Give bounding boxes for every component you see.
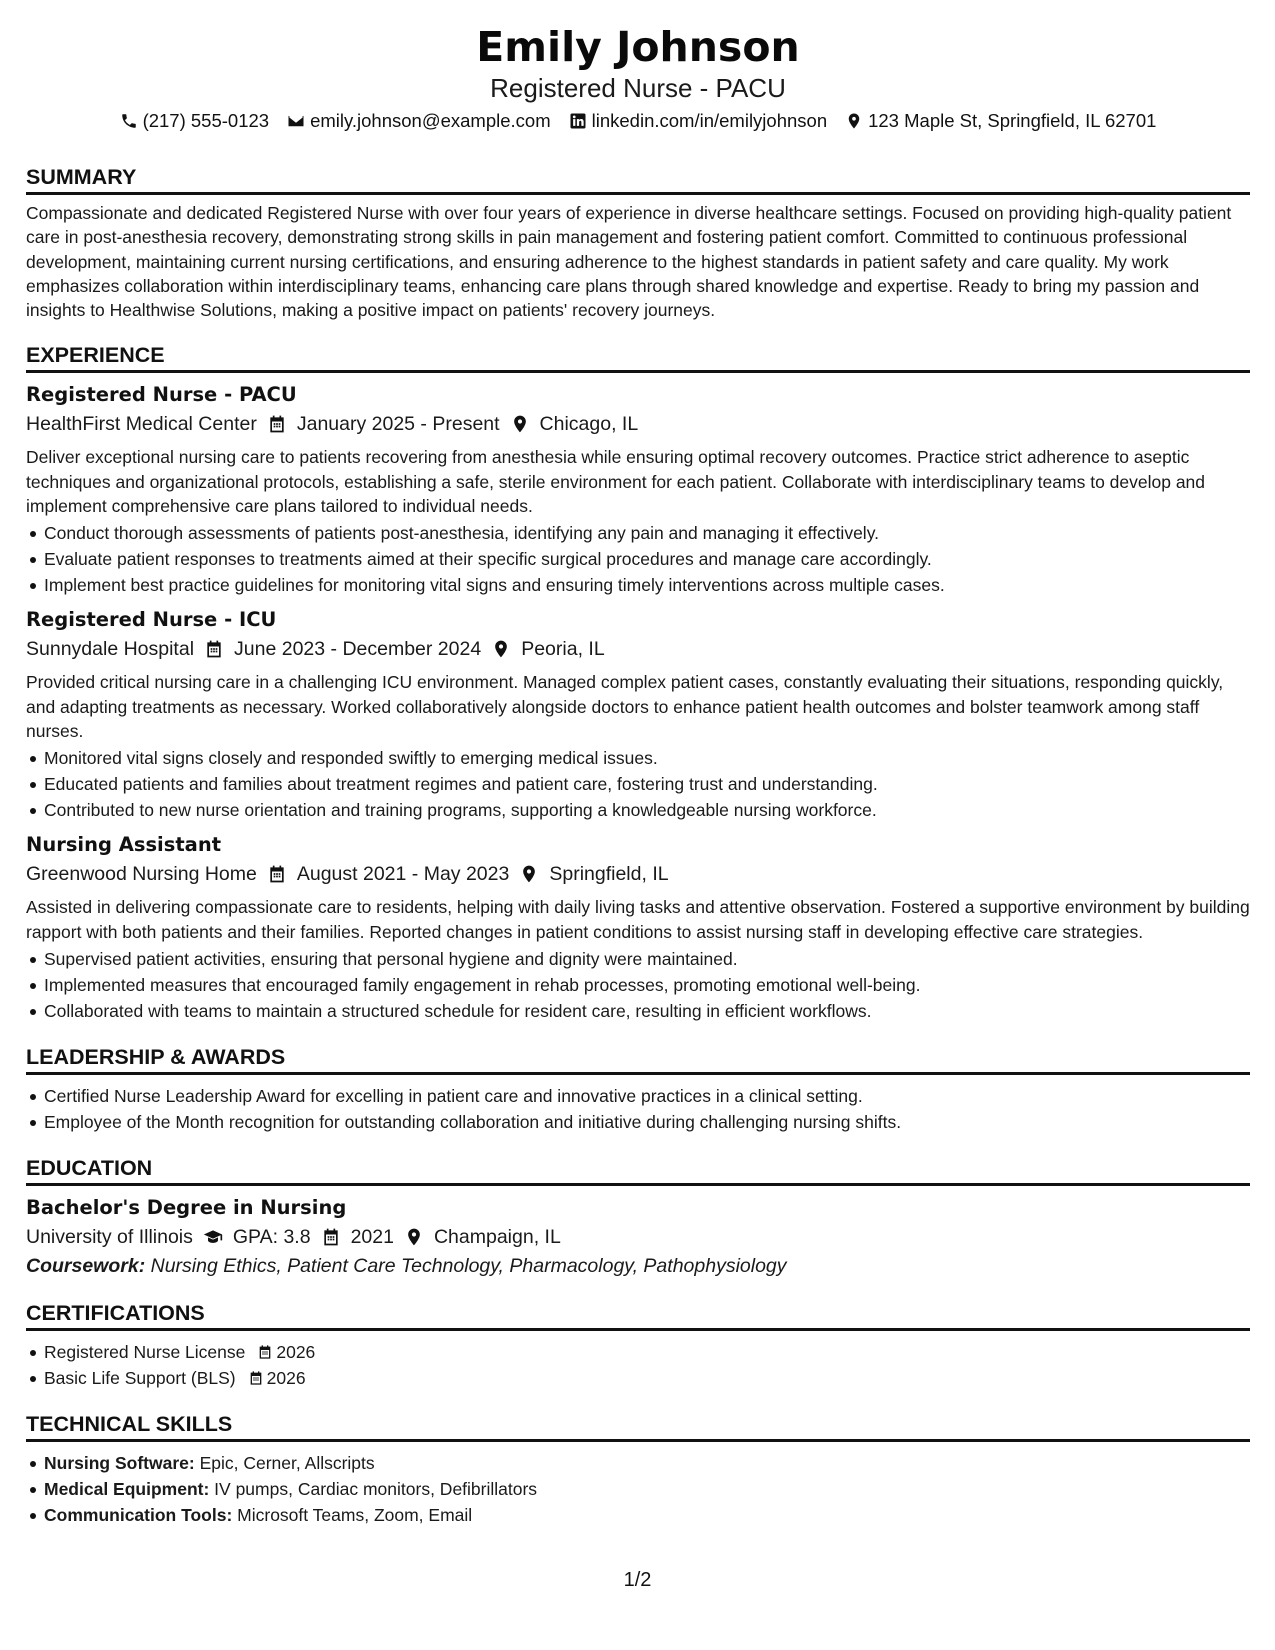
contact-linkedin[interactable] bbox=[569, 108, 827, 134]
skills-section bbox=[26, 1411, 1250, 1528]
skill-label: Communication Tools: bbox=[44, 1504, 233, 1525]
summary-section bbox=[26, 164, 1250, 322]
certification-entry bbox=[44, 1339, 1250, 1365]
dates-text: January 2025 - Present bbox=[296, 413, 500, 436]
job-meta bbox=[26, 634, 1250, 664]
calendar-icon bbox=[267, 414, 287, 434]
linkedin-icon bbox=[569, 112, 587, 130]
section-heading: TECHNICAL SKILLS bbox=[26, 1411, 1250, 1442]
job-bullets bbox=[26, 946, 1250, 1024]
job-dates bbox=[267, 409, 500, 439]
address-text: 123 Maple St, Springfield, IL 62701 bbox=[868, 110, 1157, 131]
job-location bbox=[491, 634, 604, 664]
certifications-list bbox=[26, 1339, 1250, 1391]
job-bullets bbox=[26, 520, 1250, 598]
experience-section bbox=[26, 342, 1250, 1023]
job-description: Deliver exceptional nursing care to patients recovering from anesthesia while ensuring optimal recovery outcomes. Practice strict adherence to aseptic techniques and organizational protocols, establishing a safe, sterile environment for each patient. Collaborate with interdisciplinary teams to develop and implement comprehensive care plans tailored to individual needs. bbox=[26, 447, 1206, 517]
skill-value: IV pumps, Cardiac monitors, Defibrillators bbox=[214, 1478, 538, 1499]
list-item bbox=[26, 1502, 1250, 1528]
location-text: Peoria, IL bbox=[521, 638, 605, 661]
job-dates bbox=[204, 634, 481, 664]
employer: Sunnydale Hospital bbox=[26, 638, 195, 661]
map-pin-icon bbox=[845, 112, 863, 130]
job-title: Nursing Assistant bbox=[26, 833, 222, 857]
contact-email[interactable] bbox=[287, 108, 551, 134]
job-meta bbox=[26, 409, 1250, 439]
job-title: Registered Nurse - ICU bbox=[26, 608, 277, 632]
location-text: Champaign, IL bbox=[433, 1225, 561, 1248]
contact-address bbox=[845, 108, 1156, 134]
dates-text: August 2021 - May 2023 bbox=[296, 863, 510, 886]
job-entry bbox=[26, 831, 1250, 1024]
section-heading: CERTIFICATIONS bbox=[26, 1300, 1250, 1331]
list-item bbox=[26, 1339, 1250, 1365]
employer: Greenwood Nursing Home bbox=[26, 863, 257, 886]
candidate-title: Registered Nurse - PACU bbox=[490, 73, 786, 103]
calendar-icon bbox=[257, 1344, 273, 1360]
graduation-cap-icon bbox=[203, 1227, 223, 1247]
section-heading: EDUCATION bbox=[26, 1155, 1250, 1186]
year-text: 2021 bbox=[350, 1225, 394, 1248]
certification-date bbox=[248, 1365, 306, 1391]
skill-label: Medical Equipment: bbox=[44, 1478, 210, 1499]
certification-name: Basic Life Support (BLS) bbox=[44, 1367, 236, 1388]
job-location bbox=[510, 409, 639, 439]
phone-text: (217) 555-0123 bbox=[142, 110, 270, 131]
awards-list bbox=[26, 1083, 1250, 1135]
certification-year: 2026 bbox=[276, 1341, 316, 1362]
degree-title: Bachelor's Degree in Nursing bbox=[26, 1195, 347, 1219]
section-heading: LEADERSHIP & AWARDS bbox=[26, 1044, 1250, 1075]
skills-list bbox=[26, 1450, 1250, 1528]
job-location bbox=[519, 859, 668, 889]
location-text: Springfield, IL bbox=[549, 863, 669, 886]
list-item bbox=[26, 1450, 1250, 1476]
list-item: Employee of the Month recognition for outstanding collaboration and initiative during challenging nursing shifts. bbox=[26, 1109, 1250, 1135]
school-name: University of Illinois bbox=[26, 1225, 193, 1248]
list-item: Contributed to new nurse orientation and training programs, supporting a knowledgeable nursing workforce. bbox=[26, 797, 1250, 823]
job-bullets bbox=[26, 745, 1250, 823]
list-item: Conduct thorough assessments of patients post-anesthesia, identifying any pain and managing it effectively. bbox=[26, 520, 1250, 546]
phone-icon bbox=[120, 112, 138, 130]
map-pin-icon bbox=[491, 639, 511, 659]
contact-phone bbox=[120, 108, 270, 134]
school-location bbox=[404, 1222, 561, 1252]
certification-year: 2026 bbox=[266, 1367, 306, 1388]
map-pin-icon bbox=[510, 414, 530, 434]
coursework-label: Coursework: bbox=[26, 1254, 146, 1277]
list-item: Evaluate patient responses to treatments aimed at their specific surgical procedures and manage care accordingly. bbox=[26, 546, 1250, 572]
list-item: Implement best practice guidelines for monitoring vital signs and ensuring timely interventions across multiple cases. bbox=[26, 572, 1250, 598]
certification-name: Registered Nurse License bbox=[44, 1341, 246, 1362]
email-text[interactable]: emily.johnson@example.com bbox=[310, 110, 551, 131]
resume-header bbox=[26, 22, 1250, 134]
certification-entry bbox=[44, 1365, 1250, 1391]
linkedin-text[interactable]: linkedin.com/in/emilyjohnson bbox=[591, 110, 828, 131]
job-description: Assisted in delivering compassionate care to residents, helping with daily living tasks and attentive observation. Fostered a supportive environment by building rapport with both patients and their families. Reported changes in patient conditions to assist nursing staff in developing effective care strategies. bbox=[26, 897, 1250, 942]
skill-value: Microsoft Teams, Zoom, Email bbox=[237, 1504, 473, 1525]
certifications-section bbox=[26, 1300, 1250, 1391]
skill-value: Epic, Cerner, Allscripts bbox=[199, 1452, 375, 1473]
job-description: Provided critical nursing care in a challenging ICU environment. Managed complex patient cases, constantly evaluating their situations, responding quickly, and adapting treatments as necessary. Worked collaboratively alongside doctors to enhance patient health outcomes and bolster teamwork among staff nurses. bbox=[26, 672, 1224, 741]
certification-date bbox=[257, 1339, 315, 1365]
list-item bbox=[26, 1476, 1250, 1502]
section-heading: SUMMARY bbox=[26, 164, 1250, 195]
job-title: Registered Nurse - PACU bbox=[26, 383, 297, 407]
calendar-icon bbox=[204, 639, 224, 659]
graduation-year bbox=[321, 1222, 394, 1252]
list-item: Collaborated with teams to maintain a structured schedule for resident care, resulting in efficient workflows. bbox=[26, 998, 1250, 1024]
contact-bar bbox=[26, 108, 1250, 134]
location-text: Chicago, IL bbox=[539, 413, 639, 436]
list-item: Implemented measures that encouraged family engagement in rehab processes, promoting emotional well-being. bbox=[26, 972, 1250, 998]
education-section bbox=[26, 1155, 1250, 1280]
list-item: Educated patients and families about treatment regimes and patient care, fostering trust and understanding. bbox=[26, 771, 1250, 797]
list-item bbox=[26, 1365, 1250, 1391]
coursework-text: Nursing Ethics, Patient Care Technology, Pharmacology, Pathophysiology bbox=[150, 1254, 787, 1277]
summary-text: Compassionate and dedicated Registered Nurse with over four years of experience in diverse healthcare settings. Focused on providing high-quality patient care in post-anesthesia recovery, demonstrating strong skills in pain management and fostering patient comfort. Committed to continuous professional development, maintaining current nursing certifications, and ensuring adherence to the highest standards in patient safety and care quality. My work emphasizes collaboration within interdisciplinary teams, enhancing care plans through shared knowledge and expertise. Ready to bring my passion and insights to Healthwise Solutions, making a positive impact on patients' recovery journeys. bbox=[26, 203, 1232, 321]
section-heading: EXPERIENCE bbox=[26, 342, 1250, 373]
coursework bbox=[26, 1252, 1250, 1280]
map-pin-icon bbox=[404, 1227, 424, 1247]
list-item: Monitored vital signs closely and responded swiftly to emerging medical issues. bbox=[26, 745, 1250, 771]
leadership-section bbox=[26, 1044, 1250, 1135]
calendar-icon bbox=[321, 1227, 341, 1247]
candidate-name: Emily Johnson bbox=[476, 23, 800, 71]
job-entry bbox=[26, 606, 1250, 823]
map-pin-icon bbox=[519, 864, 539, 884]
resume-page bbox=[26, 22, 1250, 1528]
envelope-icon bbox=[287, 112, 305, 130]
calendar-icon bbox=[248, 1370, 264, 1386]
list-item: Certified Nurse Leadership Award for excelling in patient care and innovative practices in a clinical setting. bbox=[26, 1083, 1250, 1109]
gpa bbox=[203, 1222, 311, 1252]
job-entry bbox=[26, 381, 1250, 598]
job-meta bbox=[26, 859, 1250, 889]
education-entry bbox=[26, 1194, 1250, 1280]
dates-text: June 2023 - December 2024 bbox=[234, 638, 482, 661]
skill-label: Nursing Software: bbox=[44, 1452, 195, 1473]
gpa-text: GPA: 3.8 bbox=[232, 1225, 311, 1248]
education-meta bbox=[26, 1222, 1250, 1252]
list-item: Supervised patient activities, ensuring that personal hygiene and dignity were maintained. bbox=[26, 946, 1250, 972]
job-dates bbox=[267, 859, 509, 889]
employer: HealthFirst Medical Center bbox=[26, 413, 257, 436]
calendar-icon bbox=[267, 864, 287, 884]
page-number: 1/2 bbox=[623, 1569, 652, 1591]
